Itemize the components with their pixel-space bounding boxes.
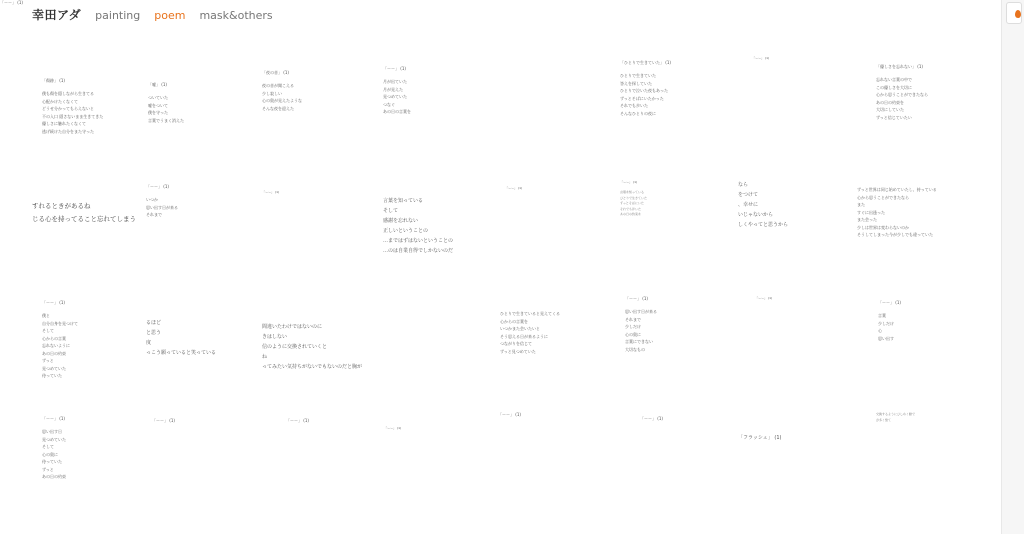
- nav-painting[interactable]: painting: [95, 9, 141, 22]
- poem-title: 「ーー」 (1): [505, 186, 523, 190]
- poem-card[interactable]: [32, 200, 152, 240]
- poem-line: ずっと: [42, 358, 54, 363]
- poem-title: 「ーー」 (1): [262, 190, 280, 194]
- poem-line: 心の奥に: [625, 331, 641, 337]
- poem-line: この優しさを大切に: [876, 84, 912, 90]
- poem-title: 「フラッシュ」 (1): [738, 435, 782, 441]
- poem-card[interactable]: [625, 296, 705, 381]
- poem-line: ずっと見つめていた: [500, 348, 536, 354]
- poem-line: 月が見えた: [383, 86, 403, 92]
- nav-mask-others[interactable]: mask&others: [199, 9, 273, 22]
- poem-line: ひとりで泣いた夜もあった: [620, 88, 668, 93]
- poem-line: をつけて: [738, 192, 759, 198]
- poem-line: 心からの言葉を: [500, 318, 528, 324]
- poem-card[interactable]: [876, 412, 956, 512]
- poem-line: 思い出す日が来る: [625, 309, 657, 314]
- poem-line: 僕を守った: [148, 110, 168, 115]
- poem-line: 感謝を忘れない: [383, 218, 419, 224]
- poem-line: 心の奥が見えたような: [262, 98, 302, 103]
- poem-line: そう思える日が来るように: [500, 333, 548, 339]
- poem-line: 交換するようにひしめく動で: [876, 412, 916, 416]
- poem-line: 不の入口 隠さないまま生きてきた: [42, 113, 104, 119]
- poem-line: そして: [383, 208, 399, 214]
- site-header: [32, 6, 273, 22]
- poem-line: っこう願っていると笑っている: [146, 350, 217, 356]
- poem-line: ずっと世界は同じ始めていたし、持っている: [857, 187, 937, 192]
- poem-line: 答えを探していた: [620, 80, 652, 86]
- poem-line: 待っていた: [42, 459, 62, 464]
- poem-card[interactable]: [752, 56, 812, 156]
- poem-line: あの日の約束: [42, 474, 66, 479]
- poem-title: 「ーー」 (1): [384, 426, 402, 430]
- poem-line: 見つめていた: [383, 94, 407, 99]
- poem-line: ね: [262, 354, 268, 360]
- poem-line: つなぐ: [383, 101, 395, 107]
- poem-line: 心から思うことができたなら: [876, 92, 928, 97]
- poem-title: 「ーー」 (1): [640, 416, 663, 421]
- poem-title: 「ーー」 (1): [878, 300, 901, 305]
- poem-card[interactable]: [262, 70, 352, 120]
- poem-card[interactable]: [42, 300, 142, 400]
- poem-line: 待っていた: [42, 373, 62, 378]
- poem-line: いじゃないから: [738, 212, 774, 218]
- poem-card[interactable]: [620, 180, 720, 280]
- poem-line: と思う: [146, 330, 162, 336]
- poem-card[interactable]: [878, 300, 938, 390]
- poem-line: ずっと信じていたい: [876, 114, 912, 120]
- poem-line: 間違いたわけではないのに: [262, 324, 323, 330]
- poem-line: 嘘をついて: [148, 102, 168, 108]
- poem-line: 少し寂しい: [262, 90, 282, 96]
- poem-line: また会った: [857, 217, 877, 222]
- poem-card[interactable]: [384, 426, 474, 526]
- poem-card[interactable]: [755, 296, 805, 386]
- poem-title: 「ーー」 (1): [752, 56, 770, 60]
- poem-line: 忘れないように: [42, 343, 70, 348]
- poem-card[interactable]: [876, 64, 956, 144]
- poem-line: 夜の音が聞こえる: [262, 83, 294, 88]
- poem-line: 思い出す日が来る: [146, 204, 178, 210]
- poem-title: 「ーー」 (1): [42, 300, 65, 305]
- poem-line: つながりを信じて: [500, 341, 532, 346]
- poem-line: ひとりで生きていた: [620, 195, 648, 200]
- poem-line: 心から思うことができたなら: [857, 194, 909, 200]
- poem-line: そんなひとりの夜に: [620, 110, 656, 116]
- poem-card[interactable]: [857, 186, 967, 276]
- poem-card[interactable]: [286, 418, 366, 518]
- poem-line: ずっとそばにいたかった: [620, 95, 664, 101]
- poem-line: 心の奥に: [42, 451, 58, 457]
- poem-line: が多く絶て: [876, 417, 892, 422]
- poem-line: 言葉: [878, 313, 886, 318]
- poem-card[interactable]: [620, 60, 710, 150]
- poem-card[interactable]: [42, 416, 122, 516]
- poem-title: 「ーー」 (1): [620, 180, 638, 184]
- poem-card[interactable]: [42, 78, 132, 148]
- browser-scrollbar[interactable]: [1001, 0, 1024, 534]
- poem-line: 大切なもの: [625, 346, 645, 352]
- poem-card[interactable]: [146, 184, 216, 229]
- poem-line: 見つめていた: [42, 436, 66, 442]
- poem-line: るほど: [146, 320, 162, 326]
- poem-line: 思い出す日: [42, 429, 62, 434]
- poem-line: そして: [42, 444, 54, 449]
- poem-title: 「ーー」 (1): [625, 296, 648, 301]
- poem-line: 言葉を知っている: [620, 190, 645, 194]
- poem-line: 自分自身を見つけて: [42, 320, 78, 326]
- poem-card[interactable]: [738, 434, 818, 514]
- poem-line: 度: [146, 340, 152, 346]
- poem-line: 信のように交換されていくと: [262, 344, 328, 350]
- poem-line: 、幸せに: [738, 202, 759, 208]
- poem-line: それまで: [146, 212, 162, 217]
- poem-line: じる心を持ってること忘れてしまう: [32, 215, 136, 223]
- poem-line: きはしない: [262, 334, 288, 340]
- poem-line: あの日の約束を: [620, 212, 642, 216]
- poem-line: そんな夜を迎えた: [262, 105, 294, 111]
- poem-line: ひとりで生きていると見えてくる: [500, 311, 560, 316]
- poem-card[interactable]: [498, 412, 598, 512]
- extension-button[interactable]: [1006, 2, 1022, 24]
- poem-line: 心からの言葉: [42, 335, 66, 341]
- poem-line: 言葉でうまく消えた: [148, 117, 184, 123]
- poem-card[interactable]: [146, 318, 236, 363]
- poem-line: ずっとそばにいた: [620, 201, 644, 205]
- poem-card[interactable]: [262, 322, 392, 392]
- poem-card[interactable]: [398, 290, 488, 380]
- poem-line: ってみたい気持ちがないでもないのだと胸が: [262, 364, 363, 370]
- poem-line: 少しだけ: [625, 324, 641, 329]
- poem-card[interactable]: [383, 66, 453, 136]
- poem-line: そして: [42, 328, 54, 333]
- poem-title: 「ひとりで生きていた」 (1): [620, 60, 671, 65]
- poem-title: 「傷跡」 (1): [42, 78, 65, 83]
- poem-line: しくやってと思うから: [738, 222, 789, 228]
- poem-line: 大切にしていた: [876, 107, 904, 112]
- poem-line: 優しさに触れたくなくて: [42, 121, 86, 126]
- poem-line: どうせ分かってもらえないと: [42, 106, 94, 111]
- poem-line: ずっと: [42, 466, 54, 472]
- poem-title: 「ーー」 (1): [286, 418, 309, 423]
- poem-line: あの日の言葉を: [383, 109, 411, 114]
- poem-title: 「ーー」 (1): [146, 184, 169, 189]
- poem-line: 言葉を知っている: [383, 198, 424, 204]
- poem-card[interactable]: [505, 186, 575, 266]
- poem-card[interactable]: [500, 310, 610, 385]
- poem-line: …のは自業自得でしかないのだ: [383, 248, 454, 254]
- poem-line: 少しだけ: [878, 320, 894, 326]
- poem-title: 「ーー」 (1): [755, 296, 773, 300]
- poem-line: それまで: [625, 316, 641, 322]
- poem-line: 僕も傷を隠しながら生きてる: [42, 91, 94, 96]
- poem-card[interactable]: [513, 56, 563, 146]
- poem-card[interactable]: [640, 416, 730, 516]
- poem-line: 見つめていた: [42, 365, 66, 371]
- poem-line: それでも歩いた: [620, 206, 642, 211]
- poem-title: 「夜の音」 (1): [262, 70, 289, 75]
- poem-title: 「ーー」 (1): [0, 0, 23, 5]
- poem-line: なら: [738, 182, 749, 188]
- nav-poem[interactable]: poem: [154, 9, 186, 22]
- poem-line: 少しは世界は変わらないのか: [857, 224, 909, 230]
- poem-line: 思い出す: [878, 335, 894, 341]
- poem-line: 正しいということの: [383, 228, 429, 234]
- poem-line: それでも歩いた: [620, 103, 648, 108]
- poem-line: すぐに出逢った: [857, 209, 885, 215]
- poem-card[interactable]: [152, 418, 242, 518]
- poem-card[interactable]: [148, 82, 218, 132]
- poem-card[interactable]: [738, 180, 818, 270]
- poem-title: 「ーー」 (1): [152, 418, 175, 423]
- poem-line: あの日の約束を: [876, 99, 904, 105]
- poem-line: いつか: [146, 197, 158, 202]
- poem-title: 「ーー」 (1): [383, 66, 406, 71]
- poem-line: 僕と: [42, 313, 50, 318]
- poem-line: 忘れない言葉の中で: [876, 77, 912, 82]
- poem-title: 「ーー」 (1): [42, 416, 65, 421]
- poem-line: 心: [878, 328, 882, 333]
- poem-line: 月が出ていた: [383, 79, 407, 84]
- poem-line: あの日の約束: [42, 350, 66, 356]
- poem-line: 逃げ続けた自分をまた守った: [42, 128, 94, 134]
- poem-title: 「嘘」 (1): [148, 82, 167, 87]
- poem-title: 「ーー」 (1): [498, 412, 521, 417]
- poem-line: すれるときがあるね: [32, 202, 91, 210]
- poem-line: いつかまた会いたいと: [500, 326, 540, 331]
- site-name[interactable]: 幸田アダ: [32, 8, 82, 22]
- poem-card[interactable]: [383, 196, 483, 256]
- poem-line: また: [857, 202, 865, 207]
- poem-line: …まではずはないということの: [383, 238, 454, 244]
- poem-title: 「優しさを忘れない」 (1): [876, 64, 923, 69]
- poem-line: そうしてしまった今が少しでも違っていた: [857, 232, 933, 237]
- drop-icon: [1015, 10, 1021, 18]
- poem-line: 言葉にできない: [625, 339, 653, 344]
- poem-line: 心配かけたくなくて: [42, 98, 78, 104]
- poem-line: ついていた: [148, 95, 168, 100]
- poem-line: ひとりで生きていた: [620, 73, 656, 78]
- poem-card[interactable]: [262, 190, 342, 280]
